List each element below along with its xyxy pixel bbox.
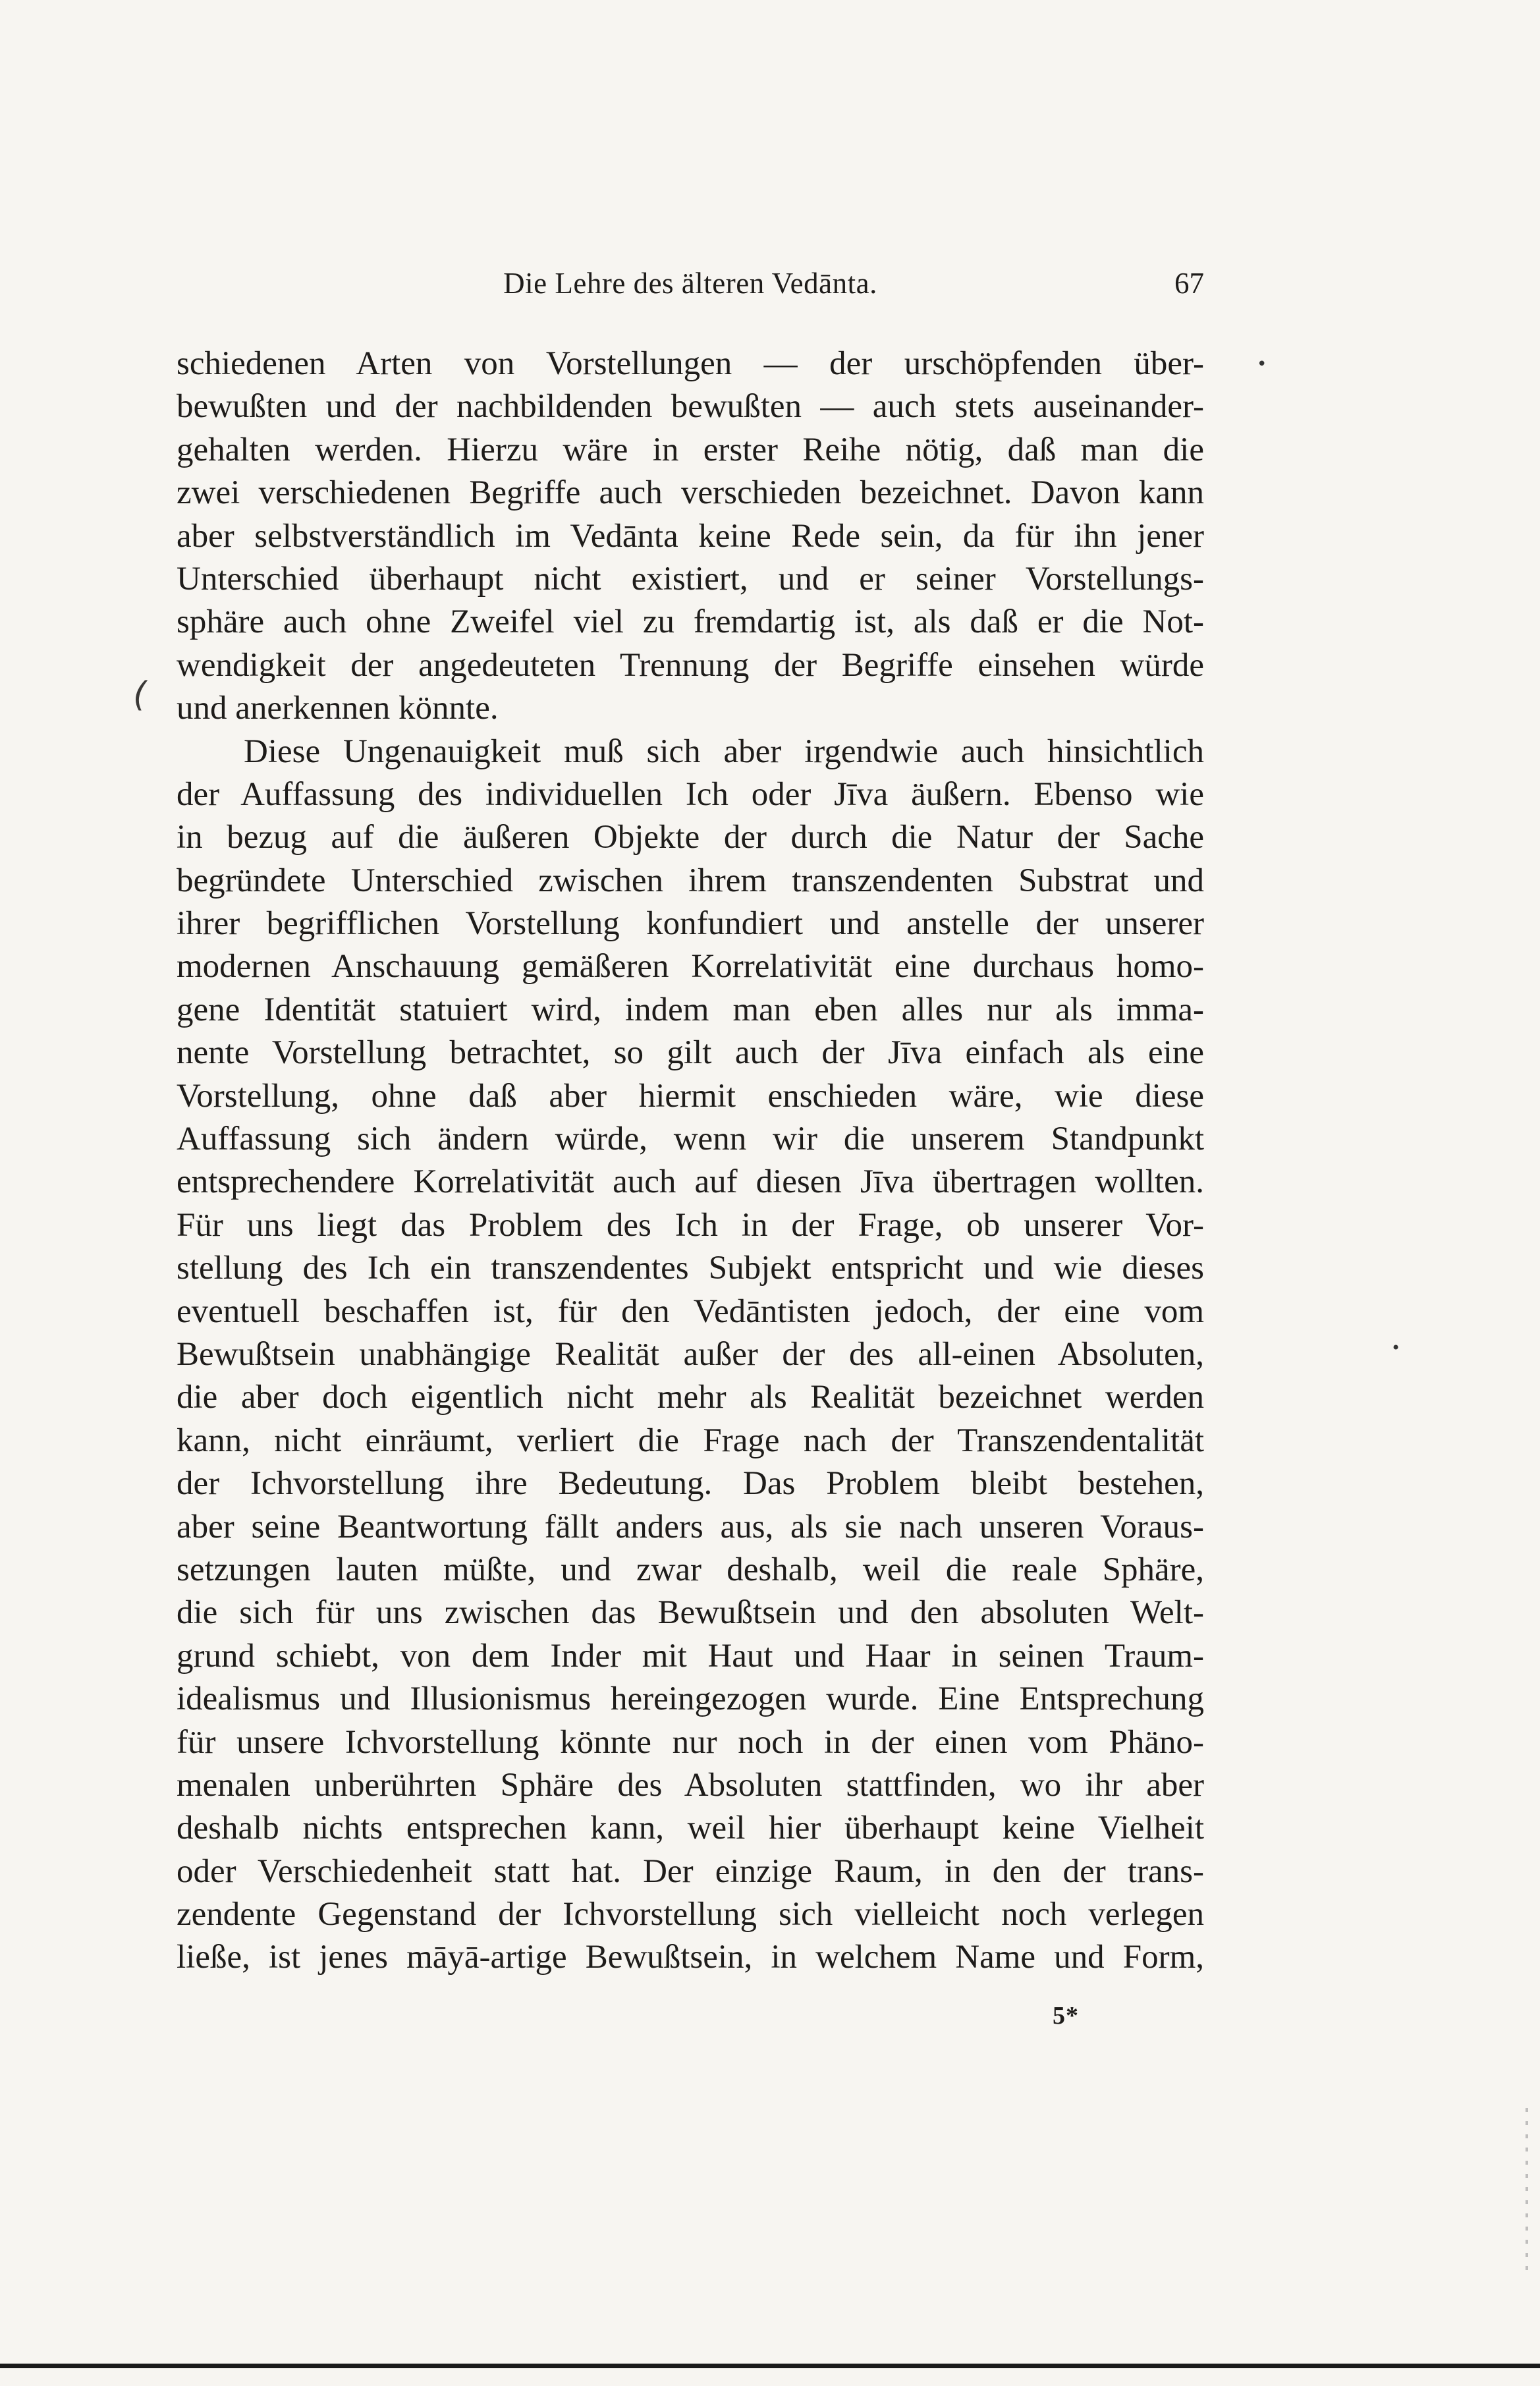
scan-bottom-border [0,2364,1540,2368]
text-line: ihrer begrifflichen Vorstellung konfundiert und anstelle der unserer [177,905,1204,943]
margin-bracket-mark: ( [133,675,147,715]
text-line: begründete Unterschied zwischen ihrem transzendenten Substrat und [177,862,1204,899]
text-line: aber seine Beantwortung fällt anders aus, als sie nach unseren Voraus- [177,1508,1204,1545]
text-line: Für uns liegt das Problem des Ich in der Frage, ob unserer Vor- [177,1206,1204,1244]
text-line: bewußten und der nachbildenden bewußten — auch stets auseinander- [177,388,1204,426]
text-line: Auffassung sich ändern würde, wenn wir die unserem Standpunkt [177,1121,1204,1158]
body-text [177,343,1204,1980]
text-line: in bezug auf die äußeren Objekte der durch die Natur der Sache [177,819,1204,856]
text-line: die sich für uns zwischen das Bewußtsein und den absoluten Welt- [177,1594,1204,1632]
text-line: der Ichvorstellung ihre Bedeutung. Das Problem bleibt bestehen, [177,1465,1204,1503]
text-line: eventuell beschaffen ist, für den Vedāntisten jedoch, der eine vom [177,1292,1204,1330]
running-head [177,262,1204,304]
text-line: gene Identität statuiert wird, indem man eben alles nur als imma- [177,991,1204,1028]
text-line: menalen unberührten Sphäre des Absoluten stattfinden, wo ihr aber [177,1766,1204,1804]
text-line: idealismus und Illusionismus hereingezogen wurde. Eine Entsprechung [177,1680,1204,1718]
running-title: Die Lehre des älteren Vedānta. [503,267,877,300]
text-line: deshalb nichts entsprechen kann, weil hier überhaupt keine Vielheit [177,1810,1204,1847]
text-line: wendigkeit der angedeuteten Trennung der Begriffe einsehen würde [177,646,1204,684]
margin-dot-mark: • [1391,1339,1401,1357]
text-line: grund schiebt, von dem Inder mit Haut und Haar in seinen Traum- [177,1637,1204,1675]
text-line: der Auffassung des individuellen Ich oder Jīva äußern. Ebenso wie [177,775,1204,813]
text-line: oder Verschiedenheit statt hat. Der einzige Raum, in den der trans- [177,1852,1204,1890]
text-line: die aber doch eigentlich nicht mehr als Realität bezeichnet werden [177,1379,1204,1416]
text-line: Vorstellung, ohne daß aber hiermit enschieden wäre, wie diese [177,1077,1204,1115]
text-line: entsprechendere Korrelativität auch auf diesen Jīva übertragen wollten. [177,1163,1204,1201]
text-line: zendente Gegenstand der Ichvorstellung sich vielleicht noch verlegen [177,1896,1204,1933]
text-line: setzungen lauten müßte, und zwar deshalb, weil die reale Sphäre, [177,1551,1204,1588]
text-line: schiedenen Arten von Vorstellungen — der urschöpfenden über- [177,345,1204,382]
margin-dot-mark: • [1257,354,1267,374]
text-line: für unsere Ichvorstellung könnte nur noch in der einen vom Phäno- [177,1723,1204,1761]
text-line: zwei verschiedenen Begriffe auch verschieden bezeichnet. Davon kann [177,474,1204,512]
text-line: gehalten werden. Hierzu wäre in erster Reihe nötig, daß man die [177,431,1204,468]
text-line: sphäre auch ohne Zweifel viel zu fremdartig ist, als daß er die Not- [177,603,1204,641]
text-line: ließe, ist jenes māyā-artige Bewußtsein, in welchem Name und Form, [177,1939,1204,1976]
signature-mark: 5* [1053,2002,1079,2030]
text-line: stellung des Ich ein transzendentes Subjekt entspricht und wie dieses [177,1250,1204,1287]
text-line: Bewußtsein unabhängige Realität außer der des all-einen Absoluten, [177,1335,1204,1373]
page-number: 67 [1174,267,1204,300]
text-line: modernen Anschauung gemäßeren Korrelativität eine durchaus homo- [177,948,1204,985]
text-line: nente Vorstellung betrachtet, so gilt auch der Jīva einfach als eine [177,1034,1204,1072]
paragraph-start-line: Diese Ungenauigkeit muß sich aber irgendwie auch hinsichtlich [244,733,1204,770]
paragraph-end-line: und anerkennen könnte. [177,690,499,727]
text-line: Unterschied überhaupt nicht existiert, und er seiner Vorstellungs- [177,560,1204,597]
text-line: kann, nicht einräumt, verliert die Frage nach der Transzendentalität [177,1422,1204,1459]
scan-edge-speckle [1526,2108,1528,2279]
text-line: aber selbstverständlich im Vedānta keine Rede sein, da für ihn jener [177,517,1204,555]
